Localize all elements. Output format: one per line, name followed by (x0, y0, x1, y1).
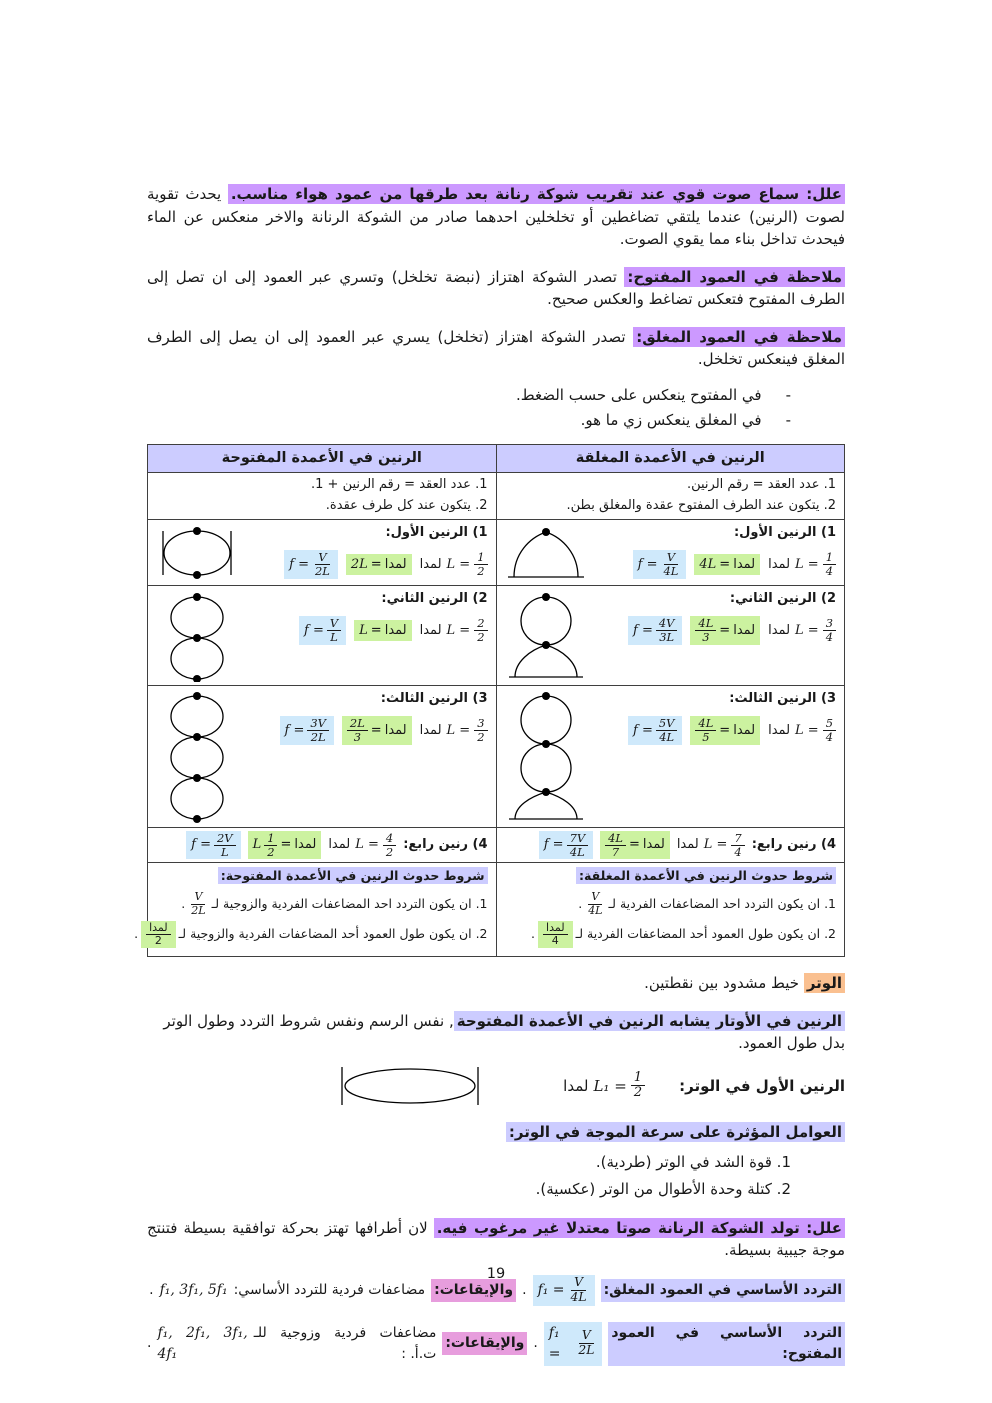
bullet-text: في المغلق ينعكس زي ما هو. (580, 411, 762, 429)
resonance-comparison-table (134, 444, 845, 958)
open-rule-1: 1. عدد العقد = رقم الرنين + 1. (311, 477, 488, 493)
period-separator: . (533, 1335, 538, 1351)
open-rule-2: 2. يتكون عند كل طرف عقدة. (325, 498, 488, 514)
fundamental-open-line (147, 1322, 845, 1366)
string-similarity-highlight: الرنين في الأوتار يشابه الرنين في الأعمدة المفتوحة (454, 1011, 845, 1031)
resonance-title: 2) الرنين الثاني: (381, 590, 488, 606)
resonance-formulas (156, 831, 488, 860)
closed-columns-header: الرنين في الأعمدة المغلقة (496, 444, 845, 473)
beats-values: f₁, 3f₁, 5f₁ (159, 1281, 228, 1298)
string-first-resonance-label: الرنين الأول في الوتر: (679, 1076, 845, 1095)
fundamental-frequency-box: f₁ = $\frac{V}{2L}$ (544, 1322, 603, 1366)
open-conditions-title: شروط حدوث الرنين في الأعمدة المفتوحة: (218, 867, 488, 884)
open-note-label: ملاحظة في العمود المفتوح: (624, 267, 845, 287)
closed-rule-1: 1. عدد العقد = رقم الرنين. (686, 477, 836, 493)
lamda-word: لمدا (676, 837, 699, 853)
resonance-formulas (505, 831, 837, 860)
wavelength-box: $\frac{\text{لمدا}}{4}$ (538, 921, 573, 949)
open-columns-header: الرنين في الأعمدة المفتوحة (148, 444, 497, 473)
condition-item: 2. ان يكون طول العمود أحد المضاعفات الفردية لـ $\frac{\text{لمدا}}{4}$ . (531, 920, 836, 948)
open-resonance-4-cell (148, 827, 497, 863)
bullet-dash: - (785, 385, 791, 404)
open-rules-cell (148, 473, 497, 520)
wavelength-box: $\frac{\text{لمدا}}{2}$ (141, 921, 176, 949)
second-resonance-row (148, 585, 845, 685)
length-formula: L = $\frac{1}{2}$ لمدا (420, 551, 488, 578)
closed-note-text: تصدر الشوكة اهتزاز (تخلخل) يسري عبر العمود إلى ان يصل إلى الطرف المغلق فينعكس تخلخل. (147, 327, 845, 368)
closed-resonance-3-cell (496, 685, 845, 827)
frequency-box: f = $\frac{4V}{3L}$ (628, 616, 682, 645)
reasoning-text: يحدث تقوية لصوت (الرنين) عندما يلتقي تضاغطين أو تخلخلين احدهما صادر من الشوكة الرنانة والاخر منعكس عن الماء فيحدث تداخل بناء مما يقوي الصوت. (147, 185, 845, 248)
beats-text: مضاعفات فردية وزوجية للـ ت.أ. : (253, 1324, 437, 1362)
fork-reasoning-label: علل: تولد الشوكة الرنانة صوتا معتدلا غير مرغوب فيه. (434, 1218, 845, 1238)
resonance-formulas (628, 716, 836, 745)
string-standing-wave-diagram (335, 1061, 485, 1111)
open-resonance-2-cell (148, 585, 497, 685)
beats-values: f₁, 2f₁, 3f₁, 4f₁ (157, 1324, 248, 1362)
wave-speed-factors-title-line (147, 1121, 845, 1144)
lamda-word: لمدا (768, 722, 791, 738)
lamda-word: لمدا (419, 722, 442, 738)
beats-text: مضاعفات فردية للتردد الأساسي: (233, 1281, 426, 1298)
lamda-word: لمدا (768, 556, 791, 572)
wave-speed-factors-title: العوامل المؤثرة على سرعة الموجة في الوتر: (506, 1122, 845, 1142)
resonance-formulas (280, 716, 488, 745)
frequency-box: f = $\frac{2V}{L}$ (186, 831, 240, 860)
frequency-box: f = $\frac{V}{4L}$ (633, 550, 687, 579)
closed-column-note-paragraph (147, 326, 845, 371)
wavelength-box: لمدا = $\frac{4L}{3}$ (690, 616, 760, 645)
frequency-box: f = $\frac{5V}{4L}$ (628, 716, 682, 745)
closed-conditions-cell (496, 863, 845, 957)
condition-item: 2. ان يكون طول العمود أحد المضاعفات الفردية والزوجية لـ $\frac{\text{لمدا}}{2}$ . (134, 920, 488, 948)
closed-conditions-title: شروط حدوث الرنين في الأعمدة المغلقة: (576, 867, 836, 884)
fundamental-closed-label: التردد الأساسي في العمود المغلق: (601, 1279, 845, 1302)
closed-rule-2: 2. يتكون عند الطرف المفتوح عقدة والمغلق بطن. (566, 498, 836, 514)
bullet-text: في المفتوح ينعكس على حسب الضغط. (515, 385, 762, 404)
wavelength-box: لمدا = 4L (694, 554, 760, 576)
resonance-title: 2) الرنين الثاني: (729, 590, 836, 606)
wavelength-box: لمدا = L (354, 620, 411, 642)
fork-sound-reasoning-paragraph (147, 1217, 845, 1262)
open-resonance-3-cell (148, 685, 497, 827)
rules-row (148, 473, 845, 520)
resonance-title: 3) الرنين الثالث: (729, 690, 836, 706)
frequency-box: f = $\frac{3V}{2L}$ (280, 716, 334, 745)
length-formula: L = $\frac{4}{2}$ لمدا (328, 832, 396, 859)
wavelength-box: لمدا = $\frac{4L}{7}$ (600, 831, 670, 860)
period-separator: . (522, 1281, 527, 1298)
closed-resonance-2-cell (496, 585, 845, 685)
wave-speed-factors-list (147, 1149, 791, 1202)
reasoning-label: علل: سماع صوت قوي عند تقريب شوكة رنانة بعد طرقها من عمود هواء مناسب. (228, 184, 845, 204)
resonance-formulas (633, 550, 836, 579)
open-first-resonance-diagram (154, 524, 240, 582)
open-note-text: تصدر الشوكة اهتزاز (نبضة تخلخل) وتسري عبر العمود إلى ان تصل إلى الطرف المفتوح فتعكس تضاغط والعكس صحيح. (147, 267, 845, 308)
wavelength-box: لمدا = $\frac{2L}{3}$ (342, 716, 412, 745)
closed-resonance-1-cell (496, 519, 845, 585)
lamda-word: لمدا (563, 1076, 589, 1095)
string-length-formula: L₁ = $\frac{1}{2}$ لمدا (563, 1071, 645, 1102)
lamda-word: لمدا (328, 837, 351, 853)
string-definition-line (147, 972, 845, 995)
open-resonance-1-cell (148, 519, 497, 585)
length-formula: L = $\frac{2}{2}$ لمدا (420, 617, 488, 644)
lamda-word: لمدا (419, 622, 442, 638)
bullet-dash: - (785, 411, 791, 429)
resonance-title: 4) رنين رابع: (403, 837, 488, 853)
fundamental-frequency-box: f₁ = $\frac{V}{4L}$ (533, 1275, 595, 1306)
closed-first-resonance-diagram (503, 524, 589, 582)
length-formula: L = $\frac{7}{4}$ لمدا (677, 832, 745, 859)
resonance-formulas (628, 616, 836, 645)
page-content (134, 168, 845, 1382)
condition-item: 1. ان يكون التردد احد المضاعفات الفردية والزوجية لـ $\frac{V}{2L}$ . (181, 890, 488, 917)
table-header-row (148, 444, 845, 473)
wavelength-box: لمدا = $\frac{1}{2}$ L (248, 831, 322, 860)
open-conditions-cell (134, 863, 497, 957)
resonance-formulas (299, 616, 487, 645)
resonance-title: 3) الرنين الثالث: (380, 690, 488, 706)
beats-label: والإيقاعات: (431, 1279, 516, 1302)
reflection-bullets (147, 384, 791, 432)
string-definition-text: خيط مشدود بين نقطتين. (644, 974, 804, 993)
string-similarity-rest: , نفس الرسم ونفس شروط التردد وطول الوتر بدل طول العمود. (163, 1011, 845, 1053)
third-resonance-row (148, 685, 845, 827)
condition-item: 1. ان يكون التردد احد المضاعفات الفردية لـ $\frac{V}{4L}$ . (578, 890, 836, 917)
closed-third-resonance-diagram (503, 690, 589, 824)
lamda-word: لمدا (768, 622, 791, 638)
resonance-title: 1) الرنين الأول: (733, 524, 836, 540)
open-second-resonance-diagram (154, 590, 240, 682)
sentence-end-dot: . (149, 1281, 154, 1298)
resonance-formulas (284, 550, 487, 579)
closed-rules-cell (496, 473, 845, 520)
closed-resonance-4-cell (496, 827, 845, 863)
lamda-word: لمدا (419, 556, 442, 572)
length-formula: L = $\frac{5}{4}$ لمدا (768, 717, 836, 744)
length-formula: L = $\frac{1}{4}$ لمدا (768, 551, 836, 578)
frequency-box: f = $\frac{V}{2L}$ (284, 550, 338, 579)
open-column-note-paragraph (147, 266, 845, 311)
string-term-label: الوتر (804, 973, 845, 993)
bullet-item (147, 384, 791, 407)
page-number: 19 (486, 1266, 506, 1282)
wavelength-box: لمدا = $\frac{4L}{5}$ (690, 716, 760, 745)
fundamental-open-label: التردد الأساسي في العمود المفتوح: (608, 1322, 845, 1366)
bullet-item (147, 409, 791, 432)
closed-second-resonance-diagram (503, 590, 589, 682)
resonance-title: 4) رنين رابع: (751, 837, 836, 853)
tuning-fork-reasoning-paragraph (147, 183, 845, 251)
string-first-resonance-line (147, 1061, 845, 1111)
resonance-title: 1) الرنين الأول: (385, 524, 488, 540)
fork-reasoning-text: لان أطرافها تهتز بحركة توافقية بسيطة فتنتج موجة جيبية بسيطة. (147, 1218, 845, 1260)
factor-item: 2. كتلة وحدة الأطوال من الوتر (عكسية). (535, 1179, 791, 1198)
conditions-row (148, 863, 845, 957)
string-similarity-line (147, 1010, 845, 1055)
length-formula: L = $\frac{3}{2}$ لمدا (420, 717, 488, 744)
beats-label: والإيقاعات: (442, 1332, 527, 1355)
open-third-resonance-diagram (154, 690, 240, 824)
sentence-end-dot: . (147, 1335, 152, 1351)
wavelength-box: لمدا = 2L (346, 554, 412, 576)
factor-item: 1. قوة الشد في الوتر (طردية). (595, 1153, 791, 1172)
fourth-resonance-row (148, 827, 845, 863)
closed-note-label: ملاحظة في العمود المغلق: (633, 327, 845, 347)
frequency-box: f = $\frac{7V}{4L}$ (539, 831, 593, 860)
frequency-box: f = $\frac{V}{L}$ (299, 616, 346, 645)
length-formula: L = $\frac{3}{4}$ لمدا (768, 617, 836, 644)
first-resonance-row (148, 519, 845, 585)
